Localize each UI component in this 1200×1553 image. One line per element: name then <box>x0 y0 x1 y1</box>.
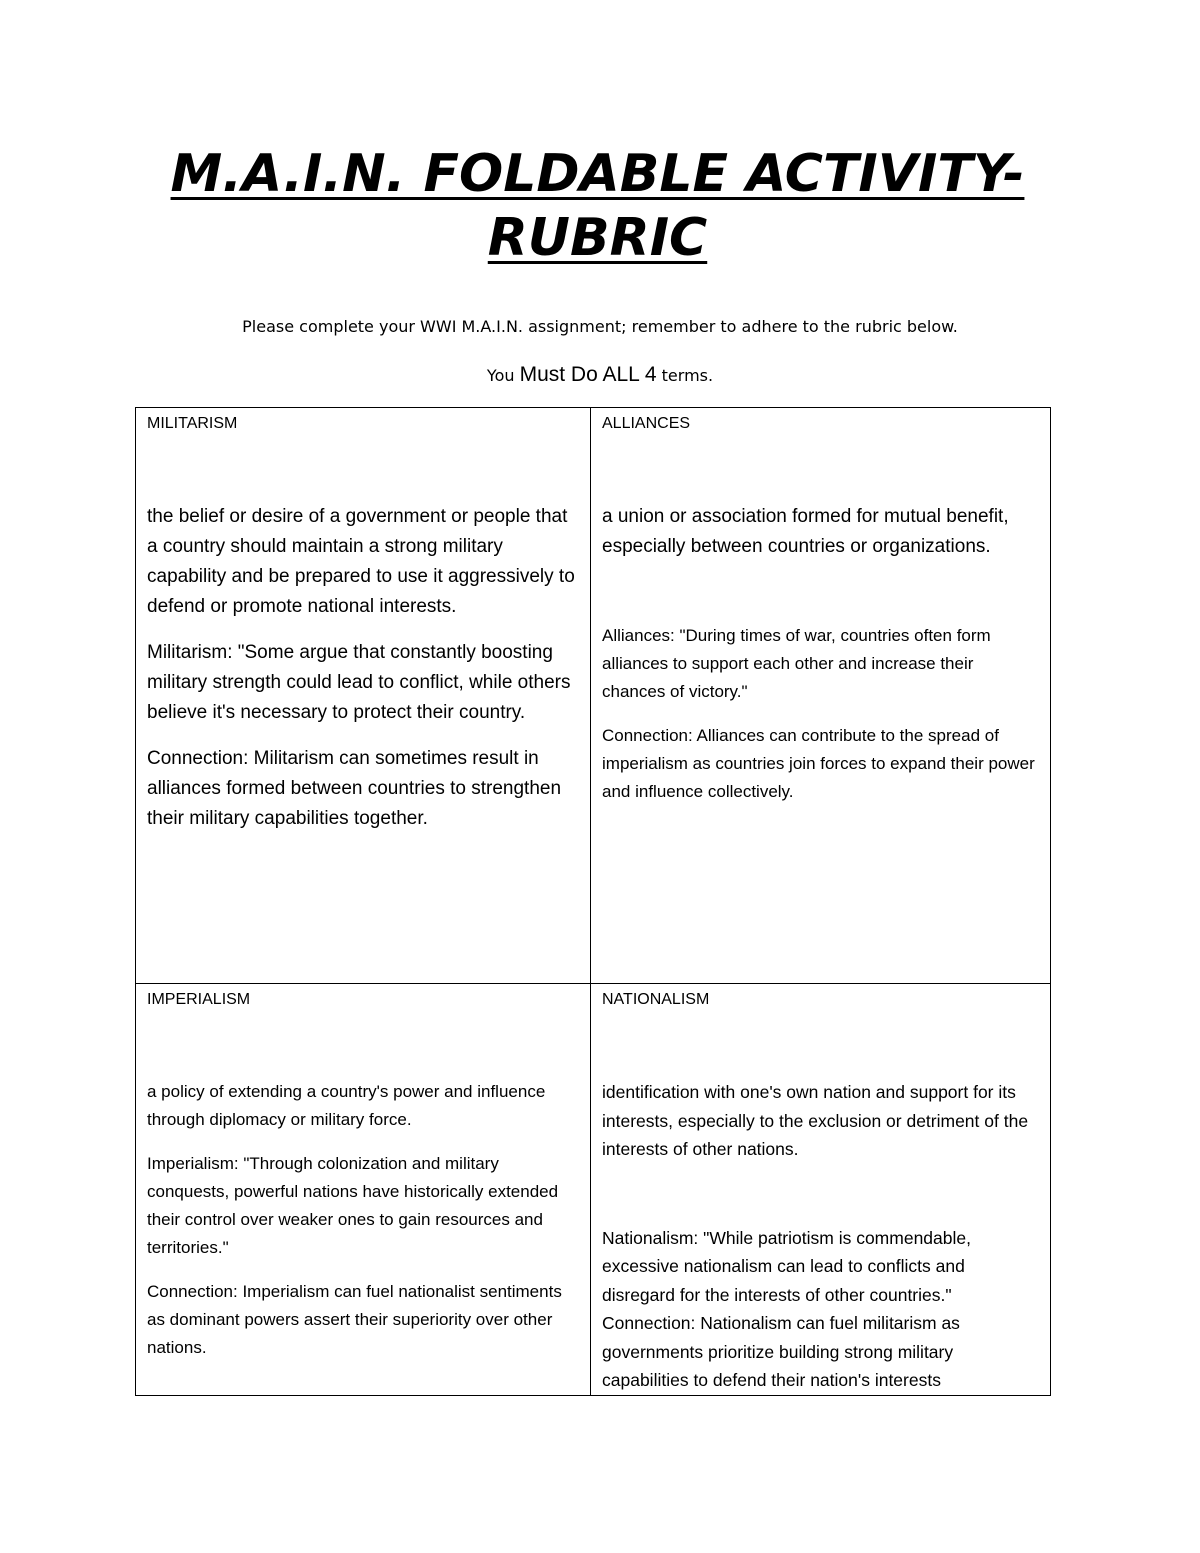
cell-definition: the belief or desire of a government or people that a country should maintain a strong military capability and be prepared to use it aggressively to defend or promote national interests. <box>147 506 575 617</box>
cell-heading: IMPERIALISM <box>147 991 251 1008</box>
cell-militarism <box>136 408 591 984</box>
rubric-row-top <box>136 408 1051 984</box>
cell-heading: NATIONALISM <box>602 991 710 1008</box>
cell-connection: Connection: Alliances can contribute to the spread of imperialism as countries join forces to expand their power and influence collectively. <box>602 726 1035 801</box>
cell-imperialism <box>136 984 591 1396</box>
rubric-table <box>135 407 1051 1396</box>
requirement-prefix: You <box>486 366 515 385</box>
requirement-emphasis: Must Do ALL 4 <box>519 363 657 386</box>
cell-connection: Connection: Militarism can sometimes result in alliances formed between countries to strengthen their military capabilities together. <box>147 748 562 829</box>
cell-heading: MILITARISM <box>147 415 238 432</box>
cell-definition: a union or association formed for mutual benefit, especially between countries or organizations. <box>602 506 1009 557</box>
cell-heading: ALLIANCES <box>602 415 691 432</box>
rubric-row-bottom <box>136 984 1051 1396</box>
cell-alliances <box>591 408 1051 984</box>
cell-nationalism <box>591 984 1051 1396</box>
cell-definition: a policy of extending a country's power and influence through diplomacy or military force. <box>147 1082 546 1129</box>
requirement-suffix: terms. <box>661 366 714 385</box>
cell-quote: Nationalism: "While patriotism is commendable, excessive nationalism can lead to conflicts and disregard for the interests of other countries." <box>602 1227 971 1305</box>
requirement-text <box>0 362 1200 389</box>
cell-quote: Militarism: "Some argue that constantly boosting military strength could lead to conflict, while others believe it's necessary to protect their country. <box>147 642 571 723</box>
cell-definition: identification with one's own nation and support for its interests, especially to the exclusion or detriment of the interests of other nations. <box>602 1082 1029 1159</box>
cell-connection: Connection: Nationalism can fuel militarism as governments prioritize building strong military capabilities to defend their nation's interests <box>602 1313 960 1390</box>
cell-connection: Connection: Imperialism can fuel nationalist sentiments as dominant powers assert their superiority over other nations. <box>147 1282 562 1357</box>
title-line-2: RUBRIC <box>487 208 708 268</box>
title-line-1: M.A.I.N. FOLDABLE ACTIVITY- <box>170 144 1025 204</box>
cell-quote: Alliances: "During times of war, countries often form alliances to support each other and increase their chances of victory." <box>602 626 991 701</box>
document-title <box>120 142 1075 270</box>
cell-quote: Imperialism: "Through colonization and military conquests, powerful nations have historically extended their control over weaker ones to gain resources and territories." <box>147 1154 559 1257</box>
instruction-text: Please complete your WWI M.A.I.N. assignment; remember to adhere to the rubric below. <box>242 317 958 336</box>
